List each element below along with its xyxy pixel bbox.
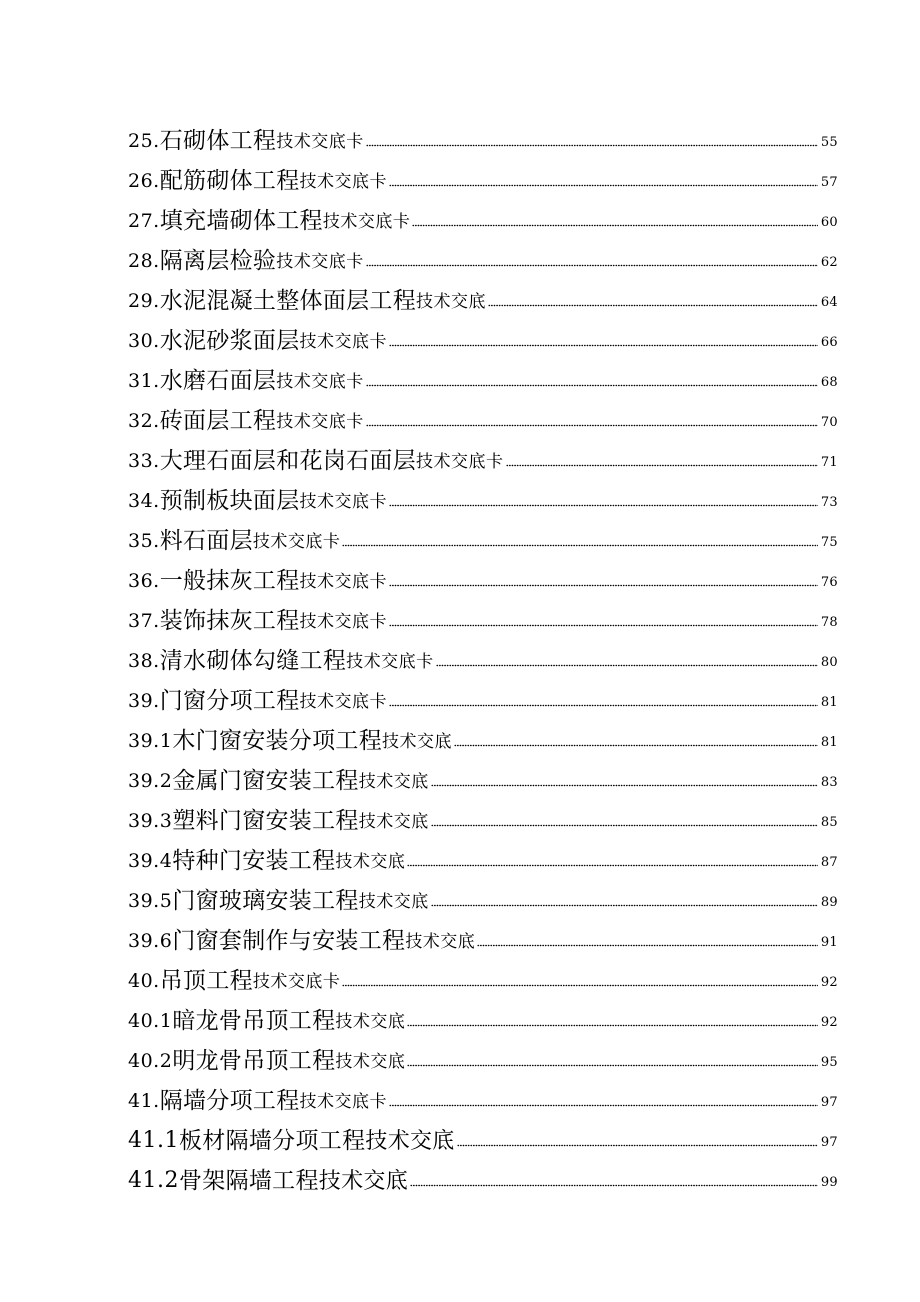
entry-title: 料石面层 [159, 528, 253, 554]
entry-title: 金属门窗安装工程 [172, 768, 359, 794]
dot-leader [342, 983, 817, 988]
entry-title: 隔墙分项工程 [159, 1088, 300, 1114]
page-number: 62 [820, 255, 838, 270]
page-number: 89 [820, 895, 838, 910]
page-number: 70 [820, 415, 838, 430]
toc-entry[interactable] [128, 674, 838, 714]
entry-title: 大理石面层和花岗石面层 [159, 448, 417, 474]
toc-entry[interactable] [128, 1074, 838, 1114]
entry-title: 隔离层检验 [159, 248, 277, 274]
toc-entry[interactable] [128, 234, 838, 274]
entry-title: 特种门安装工程 [172, 848, 336, 874]
toc-entry[interactable] [128, 994, 838, 1034]
dot-leader [457, 1143, 818, 1148]
dot-leader [488, 303, 818, 308]
dot-leader [454, 743, 818, 748]
dot-leader [389, 583, 818, 588]
entry-title: 门窗套制作与安装工程 [172, 928, 406, 954]
entry-suffix: 技术交底 [358, 812, 429, 832]
entry-number: 39.4 [128, 850, 173, 872]
toc-entry[interactable] [128, 554, 838, 594]
dot-leader [389, 503, 818, 508]
page-number: 73 [820, 495, 838, 510]
entry-number: 40.1 [128, 1010, 173, 1032]
entry-number: 33. [128, 450, 160, 472]
entry-suffix: 技术交底 [405, 932, 476, 952]
dot-leader [412, 223, 818, 228]
dot-leader [342, 543, 817, 548]
page-number: 92 [820, 1015, 838, 1030]
toc-entry[interactable] [128, 514, 838, 554]
entry-title: 暗龙骨吊顶工程 [172, 1008, 336, 1034]
page-number: 97 [820, 1095, 838, 1110]
entry-suffix: 技术交底卡 [299, 1092, 388, 1112]
dot-leader [389, 183, 818, 188]
entry-number: 39.1 [128, 730, 173, 752]
entry-suffix: 技术交底卡 [299, 612, 388, 632]
entry-title: 填充墙砌体工程 [159, 208, 323, 234]
entry-number: 26. [128, 170, 160, 192]
toc-entry[interactable] [128, 914, 838, 954]
page-number: 78 [820, 615, 838, 630]
entry-suffix: 技术交底 [358, 772, 429, 792]
dot-leader [431, 903, 818, 908]
entry-number: 39.5 [128, 890, 173, 912]
toc-entry[interactable] [128, 274, 838, 314]
page-number: 81 [820, 695, 838, 710]
dot-leader [389, 703, 818, 708]
toc-entry[interactable] [128, 754, 838, 794]
page-number: 81 [820, 735, 838, 750]
entry-suffix: 技术交底卡 [252, 532, 341, 552]
dot-leader [431, 783, 818, 788]
entry-number: 38. [128, 650, 160, 672]
page-number: 80 [820, 655, 838, 670]
entry-title: 一般抹灰工程 [159, 568, 300, 594]
dot-leader [389, 343, 818, 348]
dot-leader [366, 383, 818, 388]
entry-number: 40. [128, 970, 160, 992]
dot-leader [436, 663, 818, 668]
entry-title: 骨架隔墙工程 [178, 1168, 319, 1194]
page-number: 92 [820, 975, 838, 990]
toc-entry[interactable] [128, 794, 838, 834]
toc-entry[interactable] [128, 434, 838, 474]
entry-suffix: 技术交底卡 [416, 452, 504, 472]
toc-entry[interactable] [128, 634, 838, 674]
entry-suffix: 技术交底卡 [252, 972, 341, 992]
entry-suffix: 技术交底 [365, 1129, 455, 1154]
entry-number: 41. [128, 1090, 160, 1112]
page-number: 57 [820, 175, 838, 190]
entry-suffix: 技术交底卡 [276, 252, 364, 272]
toc-entry[interactable] [128, 1154, 838, 1194]
page-number: 71 [820, 455, 838, 470]
entry-number: 41.2 [128, 1168, 179, 1193]
entry-suffix: 技术交底 [416, 292, 487, 312]
toc-entry[interactable] [128, 314, 838, 354]
entry-title: 木门窗安装分项工程 [172, 728, 383, 754]
dot-leader [366, 423, 818, 428]
page-number: 64 [820, 295, 838, 310]
page-number: 66 [820, 335, 838, 350]
dot-leader [407, 1063, 817, 1068]
entry-suffix: 技术交底卡 [276, 372, 364, 392]
entry-number: 36. [128, 570, 160, 592]
entry-number: 25. [128, 130, 160, 152]
entry-suffix: 技术交底卡 [276, 132, 364, 152]
entry-title: 预制板块面层 [159, 488, 300, 514]
toc-entry[interactable] [128, 394, 838, 434]
dot-leader [407, 863, 817, 868]
toc-entry[interactable] [128, 354, 838, 394]
entry-number: 28. [128, 250, 160, 272]
entry-title: 吊顶工程 [159, 968, 253, 994]
toc-entry[interactable] [128, 834, 838, 874]
entry-title: 配筋砌体工程 [159, 168, 300, 194]
entry-number: 35. [128, 530, 160, 552]
page-number: 55 [820, 135, 838, 150]
dot-leader [506, 463, 818, 468]
entry-title: 石砌体工程 [159, 128, 277, 154]
entry-number: 40.2 [128, 1050, 173, 1072]
entry-number: 34. [128, 490, 160, 512]
page-number: 91 [820, 935, 838, 950]
entry-number: 29. [128, 290, 160, 312]
entry-suffix: 技术交底 [335, 1052, 406, 1072]
page-number: 83 [820, 775, 838, 790]
toc-entry[interactable] [128, 714, 838, 754]
entry-title: 装饰抹灰工程 [159, 608, 300, 634]
entry-number: 41.1 [128, 1128, 179, 1153]
page-number: 95 [820, 1055, 838, 1070]
entry-title: 门窗玻璃安装工程 [172, 888, 359, 914]
entry-number: 30. [128, 330, 160, 352]
dot-leader [477, 943, 818, 948]
entry-suffix: 技术交底卡 [276, 412, 364, 432]
entry-number: 32. [128, 410, 160, 432]
entry-suffix: 技术交底卡 [299, 492, 388, 512]
entry-suffix: 技术交底卡 [299, 692, 388, 712]
entry-title: 清水砌体勾缝工程 [159, 648, 347, 674]
entry-number: 39.6 [128, 930, 173, 952]
entry-suffix: 技术交底 [335, 852, 406, 872]
entry-suffix: 技术交底卡 [299, 332, 388, 352]
dot-leader [389, 1103, 818, 1108]
entry-suffix: 技术交底卡 [346, 652, 434, 672]
page-number: 99 [820, 1175, 838, 1190]
entry-suffix: 技术交底 [382, 732, 453, 752]
dot-leader [366, 263, 818, 268]
toc-entry[interactable] [128, 1114, 838, 1154]
page-number: 87 [820, 855, 838, 870]
entry-title: 明龙骨吊顶工程 [172, 1048, 336, 1074]
entry-suffix: 技术交底 [318, 1169, 408, 1194]
entry-suffix: 技术交底 [335, 1012, 406, 1032]
toc-entry[interactable] [128, 874, 838, 914]
entry-number: 37. [128, 610, 160, 632]
entry-title: 水磨石面层 [159, 368, 277, 394]
page-number: 75 [820, 535, 838, 550]
entry-number: 27. [128, 210, 160, 232]
page-number: 68 [820, 375, 838, 390]
page-number: 76 [820, 575, 838, 590]
toc-entry[interactable] [128, 474, 838, 514]
dot-leader [389, 623, 818, 628]
page-number: 85 [820, 815, 838, 830]
toc-entry[interactable] [128, 1034, 838, 1074]
entry-number: 39.2 [128, 770, 173, 792]
entry-suffix: 技术交底卡 [299, 572, 388, 592]
toc-entry[interactable] [128, 594, 838, 634]
entry-title: 板材隔墙分项工程 [178, 1128, 366, 1154]
entry-number: 39.3 [128, 810, 173, 832]
entry-title: 水泥混凝土整体面层工程 [159, 288, 417, 314]
entry-number: 31. [128, 370, 160, 392]
toc-entry[interactable] [128, 194, 838, 234]
toc-entry[interactable] [128, 954, 838, 994]
dot-leader [410, 1183, 818, 1188]
table-of-contents [128, 114, 838, 1194]
entry-title: 水泥砂浆面层 [159, 328, 300, 354]
entry-title: 砖面层工程 [159, 408, 277, 434]
page-number: 97 [820, 1135, 838, 1150]
entry-suffix: 技术交底卡 [299, 172, 388, 192]
entry-suffix: 技术交底卡 [322, 212, 411, 232]
toc-entry[interactable] [128, 114, 838, 154]
entry-title: 门窗分项工程 [159, 688, 300, 714]
dot-leader [366, 143, 818, 148]
entry-number: 39. [128, 690, 160, 712]
entry-suffix: 技术交底 [358, 892, 429, 912]
entry-title: 塑料门窗安装工程 [172, 808, 359, 834]
toc-entry[interactable] [128, 154, 838, 194]
dot-leader [431, 823, 818, 828]
page-number: 60 [820, 215, 838, 230]
dot-leader [407, 1023, 817, 1028]
